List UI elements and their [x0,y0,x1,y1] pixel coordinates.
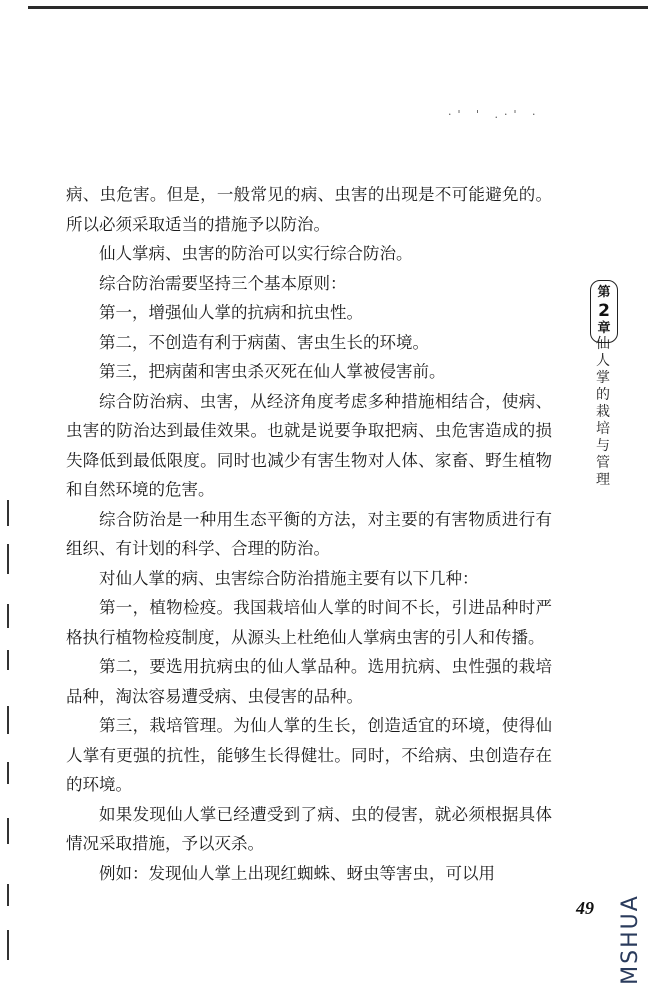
chapter-tab [590,280,618,343]
paragraph: 仙人掌病、虫害的防治可以实行综合防治。 [99,244,413,263]
paragraph: 综合防治病、虫害，从经济角度考虑多种措施相结合，使病、虫害的防治达到最佳效果。也就是说要争取把病、虫危害造成的损失降低到最低限度。同时也减少有害生物对人体、家畜、野生植物和自然环境的危害。 [66,391,552,499]
chapter-tab-number: 2 [598,301,610,321]
edge-mark [7,604,9,628]
edge-mark [7,650,9,670]
edge-mark [7,706,9,734]
edge-mark [7,500,9,526]
paragraph: 例如：发现仙人掌上出现红蜘蛛、蚜虫等害虫，可以用 [99,863,495,883]
scan-specks: ·' ' .·' · [448,108,542,121]
paragraph: 病、虫危害。但是，一般常见的病、虫害的出现是不可能避免的。所以必须采取适当的措施予以防治。 [66,185,552,234]
chapter-tab-suffix: 章 [597,321,611,336]
body-text [66,180,552,888]
edge-mark [7,544,9,574]
paragraph: 第二，不创造有利于病菌、害虫生长的环境。 [99,332,429,352]
scan-edge-marks [7,500,10,970]
edge-mark [7,762,9,784]
paragraph: 如果发现仙人掌已经遭受到了病、虫的侵害，就必须根据具体情况采取措施，予以灭杀。 [66,804,552,853]
edge-mark [7,818,9,844]
paragraph: 第三，栽培管理。为仙人掌的生长，创造适宜的环境，使得仙人掌有更强的抗性，能够生长得健壮。同时，不给病、虫创造存在的环境。 [66,716,552,794]
paragraph: 综合防治是一种用生态平衡的方法，对主要的有害物质进行有组织、有计划的科学、合理的防治。 [66,509,552,558]
watermark-text: MSHUA [617,893,643,985]
chapter-tab-prefix: 第 [597,285,611,300]
top-rule [28,6,648,9]
chapter-title: 仙人掌的栽培与管理 [596,336,610,488]
edge-mark [7,884,9,906]
paragraph: 综合防治需要坚持三个基本原则： [99,273,347,293]
paragraph: 第一，增强仙人掌的抗病和抗虫性。 [99,303,363,322]
page-number: 49 [576,898,594,918]
paragraph: 第三，把病菌和害虫杀灭死在仙人掌被侵害前。 [99,362,446,381]
edge-mark [7,930,9,960]
paragraph: 对仙人掌的病、虫害综合防治措施主要有以下几种： [99,568,479,588]
paragraph: 第二，要选用抗病虫的仙人掌品种。选用抗病、虫性强的栽培品种，淘汰容易遭受病、虫侵害的品种。 [66,657,552,706]
paragraph: 第一，植物检疫。我国栽培仙人掌的时间不长，引进品种时严格执行植物检疫制度，从源头上杜绝仙人掌病虫害的引人和传播。 [66,598,552,647]
watermark [612,884,648,994]
